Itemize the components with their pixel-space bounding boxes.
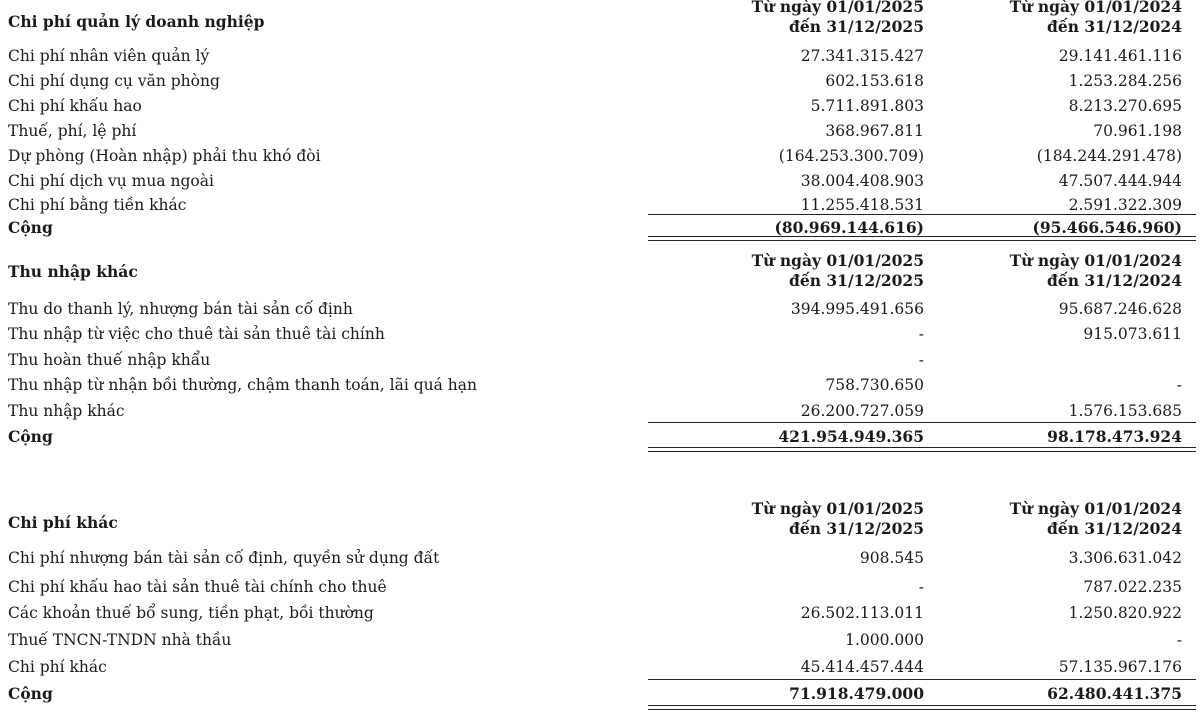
row-value-2025: 11.255.418.531 — [800, 196, 924, 214]
row-label: Chi phí khác — [8, 658, 107, 676]
section-title: Thu nhập khác — [8, 262, 138, 281]
col-header-2024 — [1010, 499, 1182, 539]
row-value-2025: - — [918, 578, 924, 596]
row-label: Chi phí dụng cụ văn phòng — [8, 72, 220, 90]
row-value-2024: 787.022.235 — [1083, 578, 1182, 596]
total-label: Cộng — [8, 427, 53, 446]
row-value-2025: 27.341.315.427 — [800, 47, 924, 65]
row-label: Thuế, phí, lệ phí — [8, 122, 137, 140]
subtotal-rule — [648, 422, 1196, 423]
row-value-2024: 915.073.611 — [1083, 325, 1182, 343]
total-double-rule — [648, 236, 1196, 241]
row-value-2024: 57.135.967.176 — [1058, 658, 1182, 676]
total-value-2025: 421.954.949.365 — [778, 427, 924, 446]
col-header-line-from: Từ ngày 01/01/2025 — [751, 0, 924, 16]
row-value-2024: 1.576.153.685 — [1068, 402, 1182, 420]
row-label: Chi phí nhân viên quản lý — [8, 47, 210, 65]
col-header-2024 — [1010, 251, 1182, 291]
row-label: Chi phí khấu hao tài sản thuê tài chính cho thuê — [8, 578, 387, 596]
row-value-2025: 45.414.457.444 — [800, 658, 924, 676]
total-value-2024: 62.480.441.375 — [1047, 684, 1182, 703]
row-label: Dự phòng (Hoàn nhập) phải thu khó đòi — [8, 147, 321, 165]
row-value-2025: 758.730.650 — [825, 376, 924, 394]
col-header-2025 — [752, 499, 924, 539]
total-value-2024: (95.466.546.960) — [1032, 218, 1182, 237]
row-label: Thu hoàn thuế nhập khẩu — [8, 351, 211, 369]
row-value-2024: 70.961.198 — [1093, 122, 1182, 140]
row-value-2025: 1.000.000 — [845, 631, 924, 649]
row-value-2025: 394.995.491.656 — [790, 300, 924, 318]
row-value-2025: - — [918, 351, 924, 369]
row-value-2025: 368.967.811 — [825, 122, 924, 140]
row-value-2024: 95.687.246.628 — [1058, 300, 1182, 318]
total-double-rule — [648, 447, 1196, 452]
col-header-line-from: Từ ngày 01/01/2024 — [1009, 499, 1182, 518]
subtotal-rule — [648, 679, 1196, 680]
subtotal-rule — [648, 214, 1196, 215]
row-label: Thu do thanh lý, nhượng bán tài sản cố định — [8, 300, 353, 318]
total-value-2025: 71.918.479.000 — [789, 684, 924, 703]
total-value-2024: 98.178.473.924 — [1047, 427, 1182, 446]
row-label: Chi phí dịch vụ mua ngoài — [8, 172, 214, 190]
section-title: Chi phí khác — [8, 513, 118, 532]
row-value-2024: 2.591.322.309 — [1068, 196, 1182, 214]
col-header-line-to: đến 31/12/2024 — [1047, 17, 1182, 36]
col-header-line-from: Từ ngày 01/01/2025 — [751, 499, 924, 518]
col-header-line-to: đến 31/12/2025 — [789, 17, 924, 36]
row-value-2024: 8.213.270.695 — [1068, 97, 1182, 115]
row-value-2024: (184.244.291.478) — [1036, 147, 1182, 165]
total-label: Cộng — [8, 218, 53, 237]
col-header-line-to: đến 31/12/2024 — [1047, 271, 1182, 290]
row-value-2024: 1.250.820.922 — [1068, 604, 1182, 622]
row-value-2024: 1.253.284.256 — [1068, 72, 1182, 90]
col-header-line-to: đến 31/12/2025 — [789, 519, 924, 538]
row-label: Thu nhập từ việc cho thuê tài sản thuê tài chính — [8, 325, 385, 343]
row-label: Chi phí nhượng bán tài sản cố định, quyền sử dụng đất — [8, 549, 440, 567]
row-label: Thuế TNCN-TNDN nhà thầu — [8, 631, 232, 649]
row-label: Thu nhập khác — [8, 402, 125, 420]
row-value-2025: 908.545 — [859, 549, 924, 567]
col-header-2025 — [752, 0, 924, 37]
row-value-2025: 26.200.727.059 — [800, 402, 924, 420]
row-label: Chi phí bằng tiền khác — [8, 196, 187, 214]
total-label: Cộng — [8, 684, 53, 703]
section-title: Chi phí quản lý doanh nghiệp — [8, 12, 265, 31]
row-value-2025: 602.153.618 — [825, 72, 924, 90]
row-value-2025: (164.253.300.709) — [778, 147, 924, 165]
col-header-2024 — [1010, 0, 1182, 37]
row-value-2024: 47.507.444.944 — [1058, 172, 1182, 190]
row-label: Các khoản thuế bổ sung, tiền phạt, bồi thường — [8, 604, 374, 622]
total-value-2025: (80.969.144.616) — [774, 218, 924, 237]
total-double-rule — [648, 705, 1196, 710]
row-value-2025: 26.502.113.011 — [800, 604, 924, 622]
col-header-line-from: Từ ngày 01/01/2024 — [1009, 0, 1182, 16]
col-header-line-from: Từ ngày 01/01/2024 — [1009, 251, 1182, 270]
col-header-line-to: đến 31/12/2024 — [1047, 519, 1182, 538]
row-value-2025: 38.004.408.903 — [800, 172, 924, 190]
col-header-line-to: đến 31/12/2025 — [789, 271, 924, 290]
row-value-2025: - — [918, 325, 924, 343]
row-value-2024: - — [1176, 631, 1182, 649]
row-label: Thu nhập từ nhận bồi thường, chậm thanh toán, lãi quá hạn — [8, 376, 477, 394]
row-label: Chi phí khấu hao — [8, 97, 142, 115]
col-header-2025 — [752, 251, 924, 291]
row-value-2025: 5.711.891.803 — [810, 97, 924, 115]
row-value-2024: - — [1176, 376, 1182, 394]
row-value-2024: 3.306.631.042 — [1068, 549, 1182, 567]
col-header-line-from: Từ ngày 01/01/2025 — [751, 251, 924, 270]
row-value-2024: 29.141.461.116 — [1058, 47, 1182, 65]
